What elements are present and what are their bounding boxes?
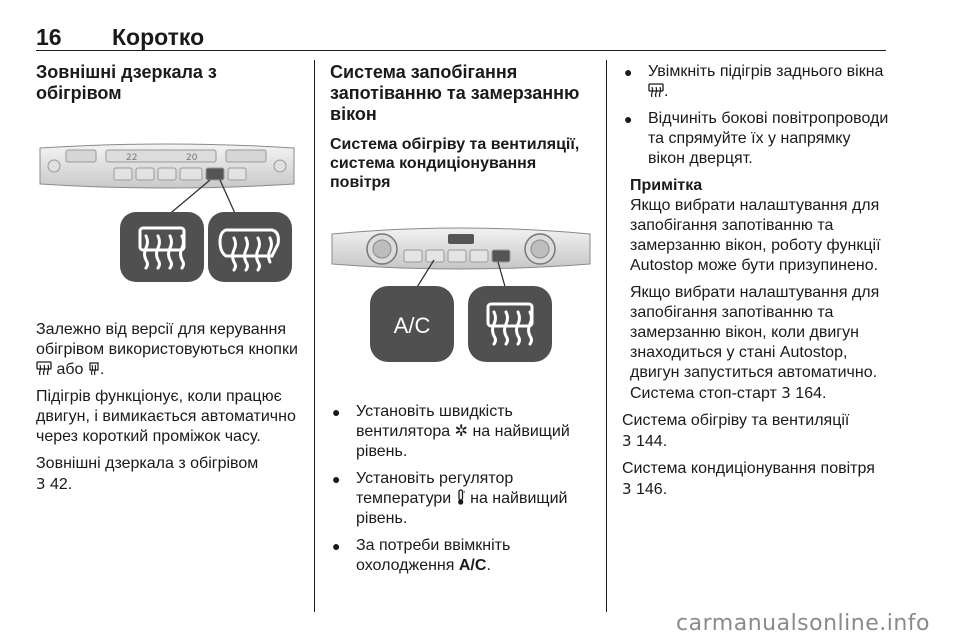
reference-text: Система кондиціонування повітря	[622, 460, 875, 477]
note-block	[622, 176, 890, 404]
list-item: ● Увімкніть підігрів заднього вікна .	[624, 63, 884, 100]
list-item-text: на найвищий рівень.	[356, 490, 568, 527]
column-2	[330, 62, 594, 192]
list-item-text: За потреби ввімкніть охолодження	[356, 537, 511, 574]
list-item-text: Установіть регулятор температури	[356, 470, 514, 507]
list-item-text: .	[664, 83, 669, 100]
column-1-text	[36, 320, 300, 502]
list-item: ● За потреби ввімкніть охолодження A/C.	[332, 537, 511, 574]
heading-heated-mirrors: Зовнішні дзеркала з обігрівом	[36, 62, 217, 103]
list-item: ● Відчиніть бокові повітропроводи та спрямуйте їх у напрямку вікон дверцят.	[624, 110, 889, 167]
column-3	[622, 62, 890, 507]
rear-window-heat-button-2	[468, 286, 552, 362]
panel-temp-right: 20	[186, 153, 198, 163]
header-rule	[36, 50, 886, 51]
cross-reference-ac	[622, 459, 890, 500]
column-divider-1	[314, 60, 315, 612]
reference-page: 42.	[50, 476, 73, 493]
column-1	[36, 62, 300, 104]
paragraph-heating-function: Підігрів функціонує, коли працює двигун, і вимикається автоматично через короткий проміжок часу.	[36, 388, 296, 445]
list-item-text: Увімкніть підігрів заднього вікна	[648, 63, 884, 80]
reference-arrow-icon: 3	[622, 432, 632, 450]
reference-page: 164.	[795, 385, 827, 402]
defog-steps-list-2	[622, 62, 890, 169]
list-item-text: .	[486, 557, 491, 574]
thermometer-icon	[456, 489, 466, 505]
note-title: Примітка	[630, 177, 703, 194]
defog-steps-list	[330, 402, 594, 576]
paragraph-text: або	[52, 361, 88, 378]
cross-reference-heated-mirrors	[36, 454, 300, 495]
note-paragraph-1: Якщо вибрати налаштування для запобігання запотіванню та замерзанню вікон, роботу функції Autostop може бути призупинено.	[630, 197, 881, 274]
note-paragraph-2	[630, 283, 890, 404]
list-item: ● Установіть швидкість вентилятора ✲ на найвищий рівень.	[332, 403, 570, 460]
list-item-text: Установіть швидкість вентилятора	[356, 403, 513, 440]
reference-arrow-icon: 3	[622, 480, 632, 498]
column-divider-2	[606, 60, 607, 612]
reference-arrow-icon: 3	[36, 475, 46, 493]
cross-reference-heating	[622, 411, 890, 452]
ac-button-label: A/C	[393, 313, 431, 338]
running-title: Коротко	[112, 24, 205, 50]
list-item-text: Відчиніть бокові повітропроводи та спрямуйте їх у напрямку вікон дверцят.	[648, 110, 889, 167]
fan-icon: ✲	[454, 423, 469, 440]
rear-window-heat-icon	[36, 361, 52, 376]
list-item: ● Установіть регулятор температури на найвищий рівень.	[332, 470, 568, 527]
page-number: 16	[36, 24, 62, 50]
reference-arrow-icon: 3	[781, 384, 791, 402]
list-item-text: на найвищий рівень.	[356, 423, 570, 460]
mirror-heat-icon	[88, 361, 100, 376]
reference-text: Система обігріву та вентиляції	[622, 412, 850, 429]
note-text: Якщо вибрати налаштування для запобігання запотіванню та замерзанню вікон, коли двигун знаходиться у стані Autostop, двигун запуститься автоматично. Система стоп-старт	[630, 284, 880, 402]
ac-button	[370, 286, 454, 362]
heading-defog: Система запобігання запотіванню та замерзанню вікон	[330, 62, 580, 124]
column-2-list	[330, 402, 594, 583]
ac-label: A/C	[458, 557, 487, 574]
reference-text: Зовнішні дзеркала з обігрівом	[36, 455, 259, 472]
panel-temp-left: 22	[126, 153, 138, 163]
rear-window-heat-button	[120, 212, 204, 282]
paragraph-heating-buttons	[36, 320, 300, 380]
page-header	[36, 24, 886, 50]
reference-page: 144.	[636, 433, 668, 450]
rear-window-heat-icon	[648, 83, 664, 98]
watermark: carmanualsonline.info	[676, 611, 930, 636]
reference-page: 146.	[636, 481, 668, 498]
paragraph-text: Залежно від версії для керування обігрівом використовуються кнопки	[36, 321, 298, 358]
figure-heated-mirror-buttons	[36, 140, 298, 288]
paragraph-text: .	[99, 361, 105, 378]
figure-ac-panel	[330, 220, 592, 366]
mirror-heat-button	[208, 212, 292, 282]
subheading-climate-system: Система обігріву та вентиляції, система кондиціонування повітря	[330, 136, 580, 191]
